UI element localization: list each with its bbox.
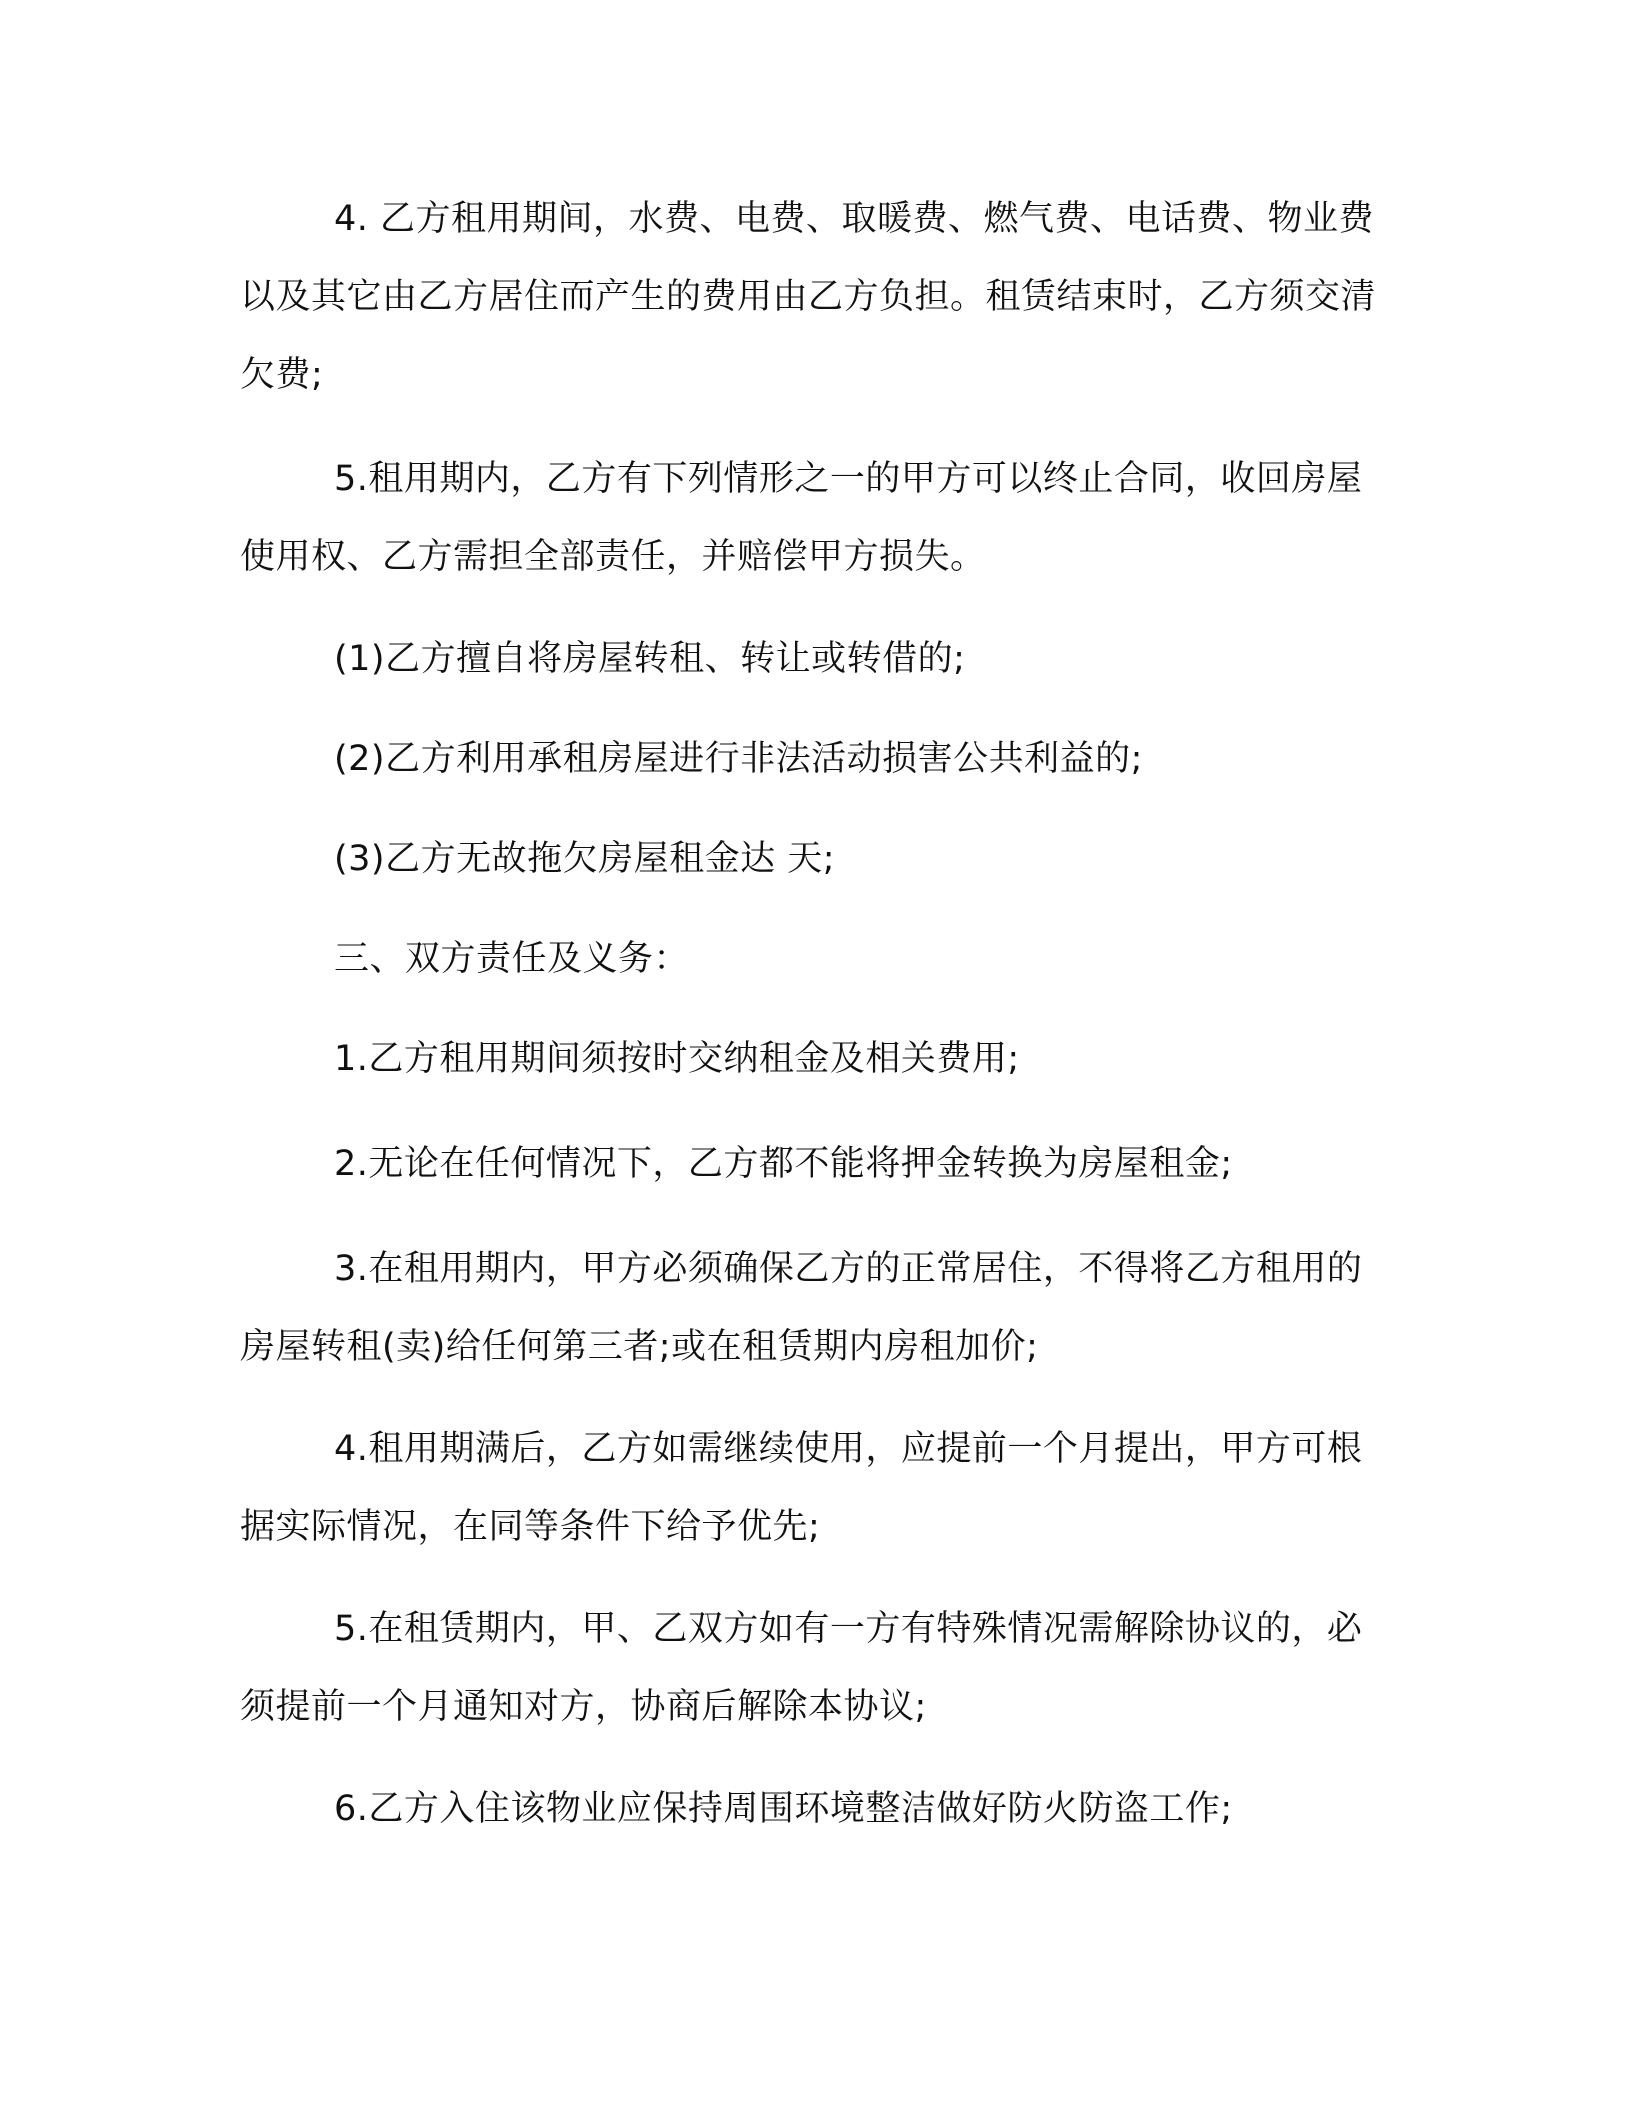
paragraph-clause-5-termination: 5.租用期内，乙方有下列情形之一的甲方可以终止合同，收回房屋使用权、乙方需担全部责任，并赔偿甲方损失。 [240,459,1363,577]
paragraph-duty-1: 1.乙方租用期间须按时交纳租金及相关费用; [334,1039,1020,1079]
paragraph-duty-6: 6.乙方入住该物业应保持周围环境整洁做好防火防盗工作; [334,1789,1233,1829]
section-heading-responsibilities: 三、双方责任及义务： [334,939,690,979]
paragraph-item-3: (3)乙方无故拖欠房屋租金达 天; [334,839,835,879]
paragraph-duty-5: 5.在租赁期内，甲、乙双方如有一方有特殊情况需解除协议的，必须提前一个月通知对方，协商后解除本协议; [240,1609,1363,1727]
paragraph-clause-4-fees: 4. 乙方租用期间，水费、电费、取暖费、燃气费、电话费、物业费以及其它由乙方居住而产生的费用由乙方负担。租赁结束时，乙方须交清欠费; [240,199,1377,395]
paragraph-duty-4: 4.租用期满后，乙方如需继续使用，应提前一个月提出，甲方可根据实际情况，在同等条件下给予优先; [240,1429,1363,1547]
paragraph-duty-2: 2.无论在任何情况下，乙方都不能将押金转换为房屋租金; [334,1144,1233,1184]
paragraph-duty-3: 3.在租用期内，甲方必须确保乙方的正常居住，不得将乙方租用的房屋转租(卖)给任何第三者;或在租赁期内房租加价; [240,1249,1363,1367]
paragraph-item-2: (2)乙方利用承租房屋进行非法活动损害公共利益的; [334,739,1143,779]
paragraph-item-1: (1)乙方擅自将房屋转租、转让或转借的; [334,639,966,679]
